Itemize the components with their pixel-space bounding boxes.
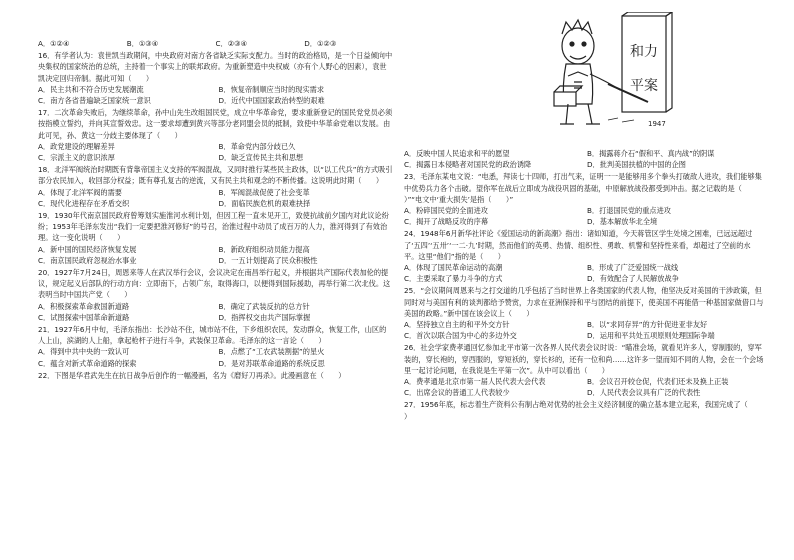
option[interactable]: D．指挥权交由共产国际掌握 (218, 312, 311, 322)
question-25 (404, 285, 764, 341)
options (404, 376, 764, 398)
options (38, 301, 393, 323)
option[interactable]: B．打退国民党的重点进攻 (587, 206, 671, 216)
signature: 1947 (648, 120, 666, 128)
option[interactable]: B．揭露蒋介石“假和平、真内战”的阴谋 (587, 149, 715, 158)
option[interactable]: B．以“求同存异”的方针促进亚非友好 (587, 320, 708, 330)
question-text: 21．1927年6月中旬，毛泽东指出：长沙站不住，城市站不住，下乡组织农民，发动群众，恢复工作，山区的人上山，滨湖的人上船，拿起枪杆子进行斗争，武装保卫革命。毛泽东的这一言论（ ） (38, 325, 387, 346)
options (38, 141, 393, 163)
option[interactable]: D．是对苏联革命道路的系统反思 (218, 358, 325, 368)
option[interactable]: D．人民代表会议具有广泛的代表性 (587, 388, 701, 398)
options (404, 205, 764, 227)
left-column (38, 38, 393, 381)
option[interactable]: C．揭露日本侵略者对国民党的政治诱降 (404, 160, 532, 170)
question-text: 19．1930年代南京国民政府曾筹划实施淮河水利计划，但因工程一直未见开工，致使抗战前夕国内对此议论纷纷；1953年毛泽东发出“我们一定要把淮河修好”的号召，治淮过程中动员了成百万的人力，淮河得到了有效治理。这一变化说明（ ） (38, 211, 389, 243)
options (38, 244, 393, 266)
option[interactable]: B．点燃了“工农武装割据”的星火 (218, 347, 325, 357)
options (38, 346, 393, 368)
option[interactable]: A．粉碎国民党的全面进攻 (404, 206, 488, 216)
option[interactable]: A．体现了北洋军阀的需要 (38, 187, 122, 197)
option[interactable]: A．积极探索革命救国新道路 (38, 301, 130, 311)
option[interactable]: A．费孝通是北京市第一届人民代表大会代表 (404, 377, 546, 387)
sign-text-2: 平案 (630, 78, 658, 94)
option[interactable]: B．新政府组织动员能力提高 (218, 244, 310, 254)
question-22-text: 22．下图是华君武先生在抗日战争后创作的一幅漫画，名为《磨好刀再杀》。此漫画意在（ ） (38, 370, 346, 380)
option[interactable]: A．政党建设的理解差异 (38, 141, 115, 151)
q15-options (38, 38, 393, 49)
question-27-text: 27．1956年底，标志着生产资料公有制占绝对优势的社会主义经济制度的确立基本建立起来，我国完成了（ ） (404, 400, 763, 421)
cartoon-illustration (548, 12, 678, 130)
option[interactable]: B．确定了武装反抗的总方针 (218, 301, 310, 311)
option[interactable]: B．①③④ (126, 39, 159, 48)
right-column (404, 148, 764, 422)
question-text: 18．北洋军阀统治时期既有背靠帝国主义支持的军阀混战，又同时推行某些民主政体，以“以工代兵”的方式吸引部分农民加入，收回部分权益；既有尊孔复古的逆流，又有民主共和观念的不断传播。这说明此时期（ ） (38, 165, 393, 186)
option[interactable]: D．基本解放华北全境 (587, 217, 658, 227)
question-text: 17．二次革命失败后，为继续革命，孙中山先生改组国民党，成立中华革命党，要求重新登记的国民党党员必须按指模立誓约，并向其宣誓效忠。这一要求却遭到黄兴等部分老同盟会员的抵制，致使中华革命党难以发展。由此可见，孙、黄这一分歧主要体现了（ ） (38, 108, 393, 140)
option[interactable]: C．揭开了战略反攻的序幕 (404, 217, 489, 227)
question-17 (38, 107, 393, 163)
option[interactable]: D．面临民族危机的艰难抉择 (218, 198, 311, 208)
question-26 (404, 342, 764, 398)
question-text: 16．有学者认为：袁世凯当政期间，中央政府对南方各省缺乏实际支配力。当时的政治格局，是一个日益倾向中央集权的国家统治的总统，主持着一个事实上的联邦政府。为重新塑造中央权威（亦有个人野心的因素），袁世凯决定回归帝制。据此可知（ ） (38, 51, 393, 83)
option[interactable]: D．缺乏宣传民主共和思想 (218, 153, 304, 163)
option[interactable]: A．民主共和不符合历史发展潮流 (38, 84, 144, 94)
option[interactable]: A．坚持独立自主的和平外交方针 (404, 320, 510, 330)
question-19 (38, 210, 393, 266)
option[interactable]: C．现代化进程存在矛盾交织 (38, 198, 130, 208)
option[interactable]: B．革命党内部分歧已久 (218, 141, 296, 151)
options (404, 262, 764, 284)
option[interactable]: C．主要采取了暴力斗争的方式 (404, 274, 503, 284)
option[interactable]: C．蕴含对新式革命道路的探索 (38, 358, 137, 368)
option[interactable]: D．批判美国扶植的中国的企图 (587, 160, 686, 170)
question-text: 23．毛泽东某电文说：“电悉，拜读七十四师，打出气来，证明一一是能够用多个拳头打破敌人进攻，我们能够集中优势兵力各个击破。望你军在战后立即成为战役巩固的基础，中原解放战役都受到冲击。据之记载的是（ ）”“电文中‘重大损失’是指（ ）” (404, 172, 762, 204)
q22-options (404, 148, 764, 170)
question-16 (38, 50, 393, 106)
option[interactable]: C．南京国民政府忽视治水事业 (38, 255, 137, 265)
option[interactable]: C．南方各省普遍缺乏国家统一意识 (38, 96, 151, 106)
option[interactable]: D．运用和平共处五项原则处理国际争端 (587, 331, 715, 341)
option[interactable]: C．首次以联合国为中心的多边外交 (404, 331, 517, 341)
sign-board (622, 16, 666, 112)
option[interactable]: C．出席会议的普通工人代表较少 (404, 388, 510, 398)
question-18 (38, 164, 393, 209)
question-20 (38, 267, 393, 323)
option[interactable]: B．形成了广泛爱国统一战线 (587, 263, 679, 273)
option[interactable]: D．有效配合了人民解放战争 (587, 274, 679, 284)
option[interactable]: A．体现了国民革命运动的高潮 (404, 263, 503, 273)
option[interactable]: C．②③④ (215, 39, 248, 48)
option[interactable]: D．一五计划提高了民众积极性 (218, 255, 318, 265)
option[interactable]: D．①②③ (304, 39, 337, 48)
question-text: 20．1927年7月24日，周恩来等人在武汉举行会议，会议决定在南昌举行起义，并根据共产国际代表加伦的提议，规定起义后部队的行动方向：立即南下，占领广东，取得海口，以便得到国际援助，再举行第二次北伐。这表明当时中国共产党（ ） (38, 268, 391, 300)
question-23 (404, 171, 764, 227)
option[interactable]: B．军阀混战促使了社会变革 (218, 187, 310, 197)
options (404, 319, 764, 341)
option[interactable]: C．宗派主义的意识浓厚 (38, 153, 115, 163)
option[interactable]: A．得到中共中央的一致认可 (38, 347, 130, 357)
cartoon-drawing (548, 12, 678, 130)
question-24 (404, 228, 764, 284)
options (38, 84, 393, 106)
option[interactable]: B．会议召开较仓促，代表们还未及换上正装 (587, 377, 729, 387)
question-text: 25．“会议期间周恩来与之打交道的几乎包括了当时世界上各类国家的代表人物，他坚决反对美国的干涉政策，但同时对与美国有利的谈判都给予赞赏，力求在亚洲保持和平与团结的前提下，使美国不再能借一种基国家做借口与美国的政略。”新中国在该会议上（ ） (404, 286, 764, 318)
question-text: 24．1948年6月新华社评论《爱国运动的新高潮》指出：诸如知道，今天蒋管区学生处境之困难，已远远超过了‘五四’‘五卅’‘一二·九’时期，然而他们的英勇、热情、组织性、勇敢、机警和坚持性来看，却超过了空前的水平。这里“他们”指的是（ ） (404, 229, 753, 261)
question-text: 26．社会学家费孝通回忆参加北平市第一次各界人民代表会议时说：“瞄准会场，就看见许多人，穿制服的，穿军装的，穿长袍的，穿西服的，穿短袄的，穿长衫的，还有一位和尚……这许多一望而知不同的人物，会在一个会场里一起讨论问题，在我说是生平第一次”。从中可以看出（ ） (404, 343, 764, 375)
option[interactable]: B．恢复帝制顺应当时的现实需求 (218, 84, 325, 94)
option[interactable]: D．近代中国国家政治转型的艰难 (218, 96, 325, 106)
option[interactable]: C．试图探索中国革命新道路 (38, 312, 130, 322)
option[interactable]: A．反映中国人民追求和平的愿望 (404, 149, 510, 158)
option[interactable]: A．新中国的国民经济恢复发展 (38, 244, 137, 254)
options (38, 187, 393, 209)
question-21 (38, 324, 393, 369)
sign-text-1: 和力 (630, 44, 658, 60)
option[interactable]: A．①②④ (38, 39, 70, 48)
